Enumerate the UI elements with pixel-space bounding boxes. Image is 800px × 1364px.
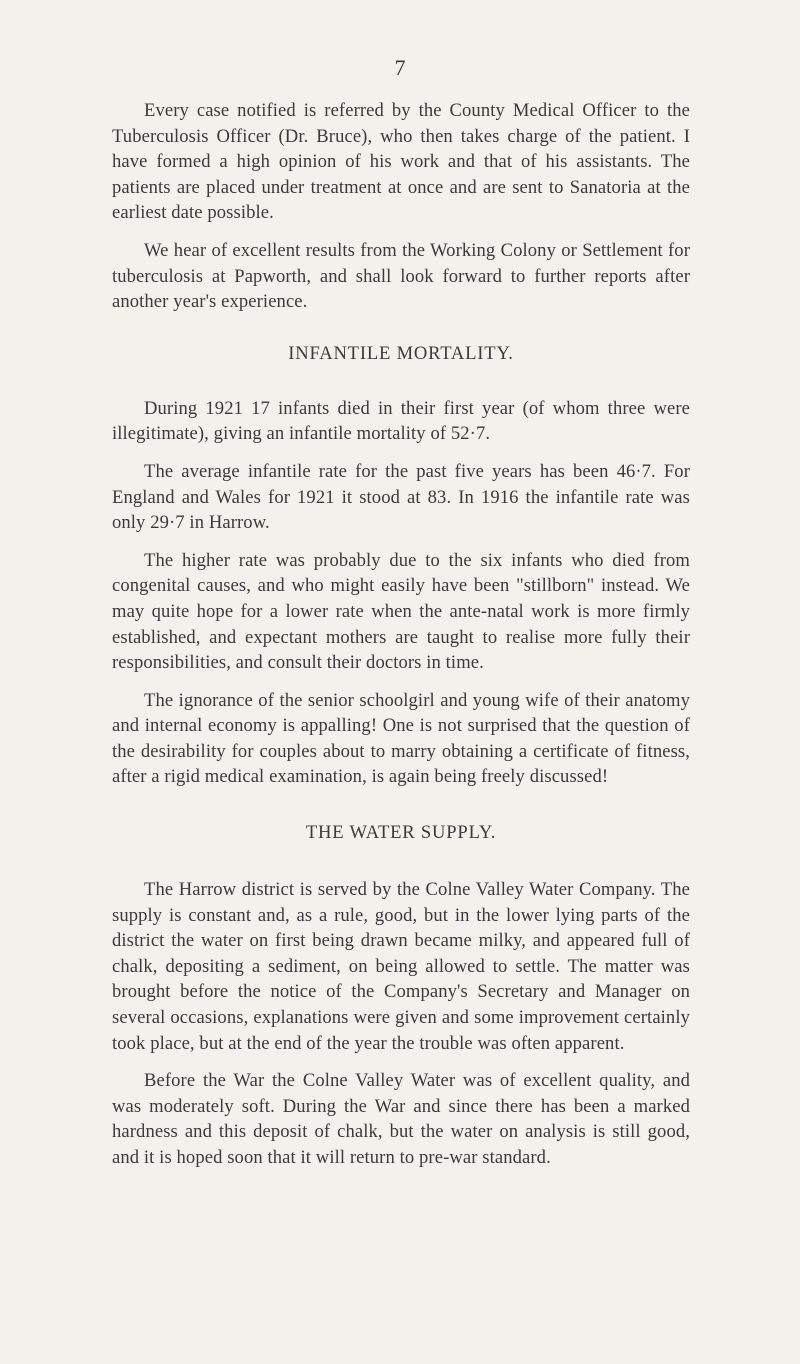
paragraph-infant-deaths-1921: During 1921 17 infants died in their first year (of whom three were illegitimate), giving an infantile mortality of 52·7. xyxy=(112,397,690,445)
paragraph-tuberculosis-referral: Every case notified is referred by the County Medical Officer to the Tuberculosis Officer (Dr. Bruce), who then takes charge of the patient. I have formed a high opinion of his work and that of his assistants. The patients are placed under treatment at once and are sent to Sanatoria at the earliest date possible. xyxy=(112,100,690,224)
heading-water-supply: THE WATER SUPPLY. xyxy=(305,822,497,844)
paragraph-ignorance-anatomy: The ignorance of the senior schoolgirl and young wife of their anatomy and internal economy is appalling! One is not surprised that the question of the desirability for couples about to marry obtaining a certificate of fitness, after a rigid medical examination, is again being freely discussed! xyxy=(112,689,690,788)
paragraph-papworth-colony: We hear of excellent results from the Working Colony or Settlement for tuberculosis at Papworth, and shall look forward to further reports after another year's experience. xyxy=(112,239,690,313)
heading-infantile-mortality: INFANTILE MORTALITY. xyxy=(288,342,514,364)
paragraph-pre-war-quality: Before the War the Colne Valley Water was of excellent quality, and was moderately soft. During the War and since there has been a marked hardness and this deposit of chalk, but the water on analysis is still good, and it is hoped soon that it will return to pre-war standard. xyxy=(112,1070,690,1168)
paragraph-average-infantile-rate: The average infantile rate for the past five years has been 46·7. For England and Wales for 1921 it stood at 83. In 1916 the infantile rate was only 29·7 in Harrow. xyxy=(112,460,690,534)
paragraph-colne-valley-supply: The Harrow district is served by the Colne Valley Water Company. The supply is constant and, as a rule, good, but in the lower lying parts of the district the water on first being drawn became milky, and appeared full of chalk, depositing a sediment, on being allowed to settle. The matter was brought before the notice of the Company's Secretary and Manager on several occasions, explanations were given and some improvement certainly took place, but at the end of the year the trouble was often apparent. xyxy=(112,879,690,1054)
page-body xyxy=(112,98,690,1183)
paragraph-higher-rate-causes: The higher rate was probably due to the six infants who died from congenital causes, and who might easily have been "stillborn" instead. We may quite hope for a lower rate when the ante-natal work is more firmly established, and expectant mothers are taught to realise more fully their responsibilities, and consult their doctors in time. xyxy=(112,549,690,674)
page-number: 7 xyxy=(394,55,406,80)
